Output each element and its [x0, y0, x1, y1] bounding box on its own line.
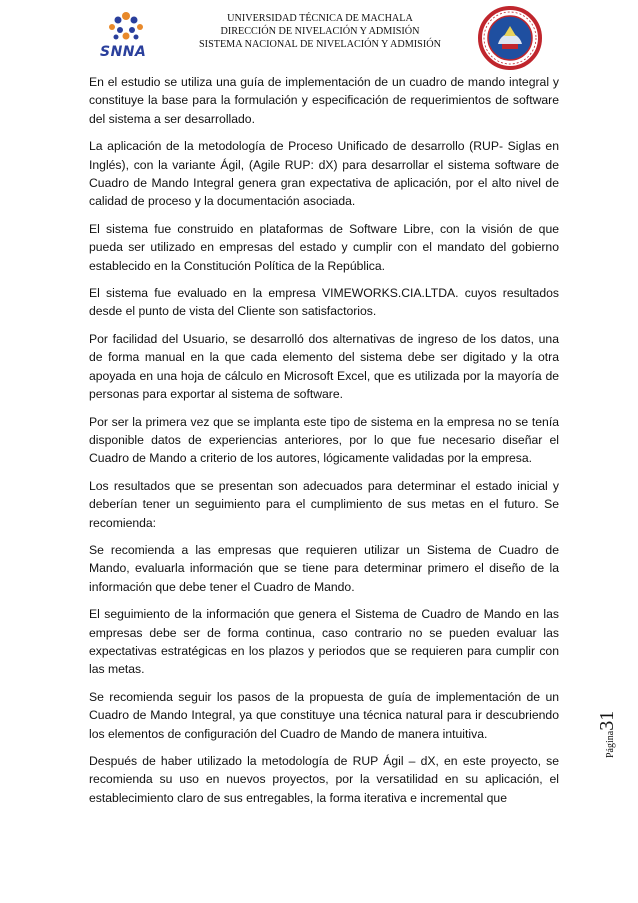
snna-logo-text: SNNA [100, 44, 147, 60]
page-label: Página [605, 730, 616, 758]
header-titles [170, 12, 470, 51]
direction-name: DIRECCIÓN DE NIVELACIÓN Y ADMISIÓN [220, 26, 420, 37]
paragraph: El sistema fue evaluado en la empresa VIMEWORKS.CIA.LTDA. cuyos resultados desde el punto de vista del Cliente son satisfactorios. [89, 286, 559, 319]
paragraph: Por facilidad del Usuario, se desarrolló dos alternativas de ingreso de los datos, una de forma manual en la que cada elemento del sistema debe ser digitado y la otra apoyada en una hoja de cálculo en Microsoft Excel, que es utilizada por la mayoría de personas para exportar al sistema de software. [89, 331, 559, 402]
snna-logo [96, 8, 156, 64]
paragraph: El seguimiento de la información que genera el Sistema de Cuadro de Mando en las empresas debe ser de forma continua, caso contrario no se pueden evaluar las expectativas estratégicas en los plazos y periodos que se requieren para cumplir con las metas. [89, 607, 559, 677]
university-name: UNIVERSIDAD TÉCNICA DE MACHALA [227, 13, 413, 24]
page-header [0, 0, 638, 68]
page-number [596, 688, 636, 758]
paragraph: La aplicación de la metodología de Proceso Unificado de desarrollo (RUP- Siglas en Inglés), con la variante Ágil, (Agile RUP: dX) para desarrollar el sistema software de Cuadro de Mando Integral genera gran expectativa de aplicación, por el alto nivel de calidad de proceso y la documentación asociada. [89, 139, 559, 209]
paragraph: Después de haber utilizado la metodología de RUP Ágil – dX, en este proyecto, se recomienda su uso en nuevos proyectos, por la versatilidad en su aplicación, el establecimiento claro de sus entregables, la forma iterativa e incremental que [89, 754, 559, 805]
paragraph: Los resultados que se presentan son adecuados para determinar el estado inicial y deberían tener un seguimiento para el cumplimiento de sus metas en el futuro. Se recomienda: [89, 478, 559, 530]
paragraph: Se recomienda a las empresas que requieren utilizar un Sistema de Cuadro de Mando, evaluarla información que se tiene para determinar primero el diseño de la información que debe tener el Cuadro de Mando. [89, 542, 559, 594]
paragraph: En el estudio se utiliza una guía de implementación de un cuadro de mando integral y constituye la base para la formulación y especificación de requerimientos de software del sistema a ser desarrollado. [89, 75, 559, 126]
snna-dots-icon [96, 8, 156, 48]
system-name: SISTEMA NACIONAL DE NIVELACIÓN Y ADMISIÓN [199, 39, 441, 50]
paragraph: Se recomienda seguir los pasos de la propuesta de guía de implementación de un Cuadro de Mando Integral, ya que constituye una técnica natural para ir descubriendo los elementos de configuración del Cuadro de Mando de manera intuitiva. [89, 689, 559, 741]
university-seal-icon [478, 6, 542, 70]
paragraph: Por ser la primera vez que se implanta este tipo de sistema en la empresa no se tenía disponible datos de experiencias anteriores, por lo que fue necesario diseñar el Cuadro de Mando a criterio de los autores, lógicamente validadas por la empresa. [89, 414, 559, 466]
document-body [89, 73, 559, 816]
page-number-value: 31 [596, 710, 618, 731]
paragraph: El sistema fue construido en plataformas de Software Libre, con la visión de que pueda ser utilizado en empresas del estado y cumplir con el mandato del gobierno establecido en la Constitución Política de la República. [89, 221, 559, 273]
